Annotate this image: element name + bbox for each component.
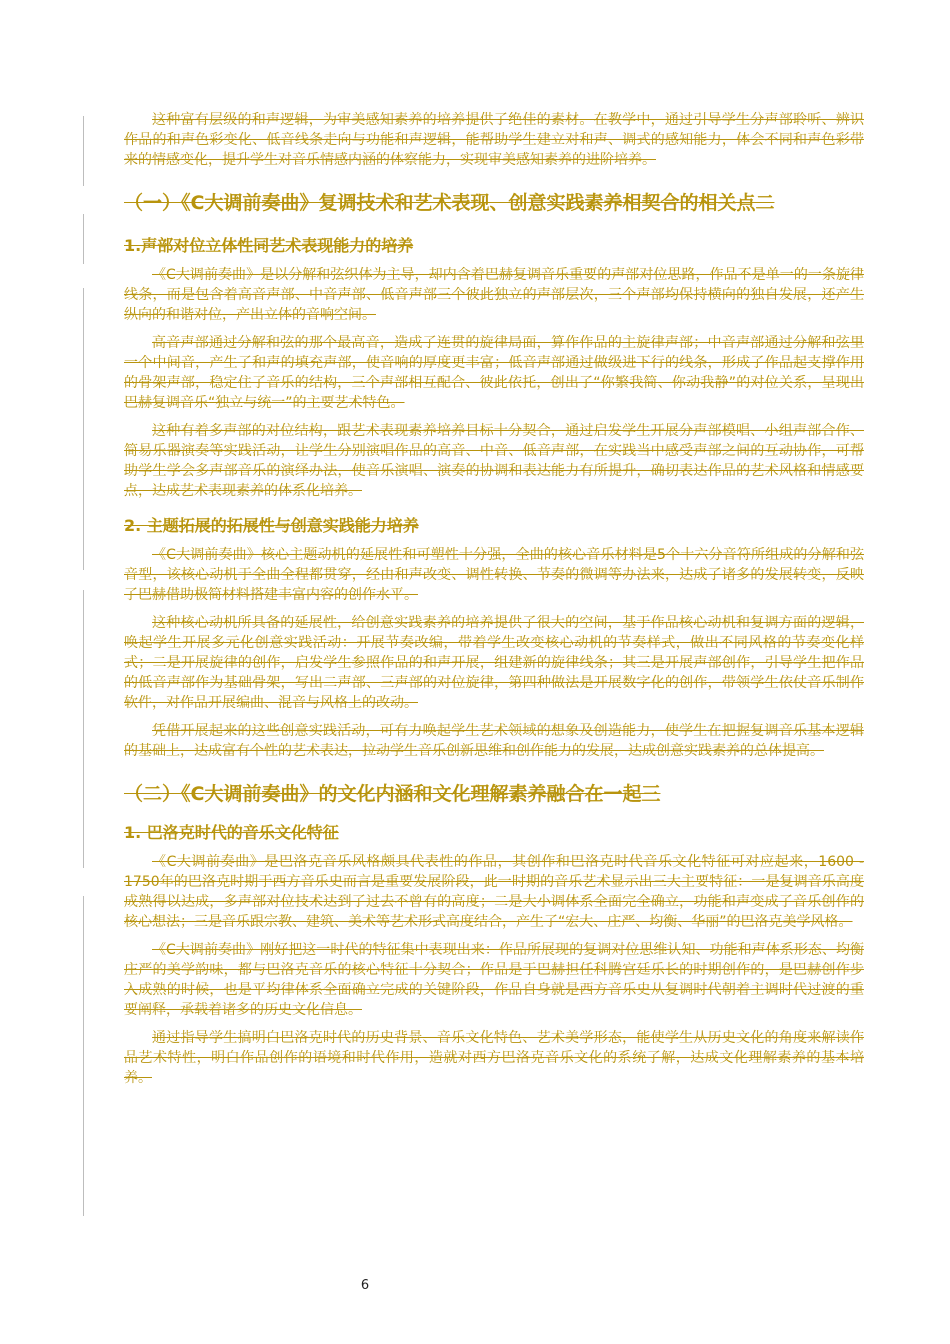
revision-bar	[83, 214, 84, 264]
paragraph: 《C大调前奏曲》是以分解和弦织体为主导，却内含着巴赫复调音乐重要的声部对位思路，作品不是单一的一条旋律线条，而是包含着高音声部、中音声部、低音声部三个彼此独立的声部层次，三个声部均保持横向的独自发展，还产生纵向的和谐对位，产出立体的音响空间。	[124, 267, 864, 323]
subsection-heading: 1.声部对位立体性同艺术表现能力的培养	[124, 236, 414, 255]
paragraph: 凭借开展起来的这些创意实践活动，可有力唤起学生艺术领域的想象及创造能力，使学生在把握复调音乐基本逻辑的基础上，达成富有个性的艺术表达，拉动学生音乐创新思维和创作能力的发展，达成创意实践素养的总体提高。	[124, 723, 864, 759]
paragraph: 《C大调前奏曲》核心主题动机的延展性和可塑性十分强，全曲的核心音乐材料是5个十六分音符所组成的分解和弦音型，该核心动机于全曲全程都贯穿，经由和声改变、调性转换、节奏的微调等办法来，达成了诸多的发展转变，反映了巴赫借助极简材料搭建丰富内容的创作水平。	[124, 547, 864, 603]
subsection-heading: 2. 主题拓展的拓展性与创意实践能力培养	[124, 516, 419, 535]
paragraph: 《C大调前奏曲》刚好把这一时代的特征集中表现出来：作品所展现的复调对位思维认知、功能和声体系形态、均衡庄严的美学韵味，都与巴洛克音乐的核心特征十分契合；作品是于巴赫担任科腾宫廷乐长的时期创作的，是巴赫创作步入成熟的时候，也是平均律体系全面确立完成的关键阶段，作品自身就是西方音乐史从复调时代朝着主调时代过渡的重要阐释，承载着诸多的历史文化信息。	[124, 942, 864, 1018]
revision-bar	[83, 288, 84, 570]
document-body	[124, 110, 864, 1088]
paragraph: 这种富有层级的和声逻辑，为审美感知素养的培养提供了绝佳的素材。在教学中，通过引导学生分声部聆听、辨识作品的和声色彩变化、低音线条走向与功能和声逻辑，能帮助学生建立对和声、调式的感知能力，体会不同和声色彩带来的情感变化，提升学生对音乐情感内涵的体察能力，实现审美感知素养的进阶培养。	[124, 112, 864, 168]
paragraph: 高音声部通过分解和弦的那个最高音，造成了连贯的旋律局面，算作作品的主旋律声部；中音声部通过分解和弦里一个中间音，产生了和声的填充声部，使音响的厚度更丰富；低音声部通过做级进下行的线条，形成了作品起支撑作用的骨架声部，稳定住了音乐的结构，三个声部相互配合、彼此依托，创出了“你繁我简、你动我静”的对位关系，呈现出巴赫复调音乐“独立与统一”的主要艺术特色。	[124, 335, 864, 411]
revision-bar	[83, 896, 84, 1216]
section-heading: （一）《C大调前奏曲》复调技术和艺术表现、创意实践素养相契合的相关点二	[124, 192, 775, 214]
paragraph: 通过指导学生搞明白巴洛克时代的历史背景、音乐文化特色、艺术美学形态，能使学生从历史文化的角度来解读作品艺术特性，明白作品创作的语境和时代作用，造就对西方巴洛克音乐文化的系统了解，达成文化理解素养的基本培养。	[124, 1030, 864, 1086]
paragraph: 《C大调前奏曲》是巴洛克音乐风格颇具代表性的作品，其创作和巴洛克时代音乐文化特征可对应起来，1600 - 1750年的巴洛克时期于西方音乐史而言是重要发展阶段，此一时期的音乐艺术显示出三大主要特征：一是复调音乐高度成熟得以达成，多声部对位技术达到了过去不曾有的高度；二是大小调体系全面完全确立，功能和声变成了音乐创作的核心想法；三是音乐跟宗教、建筑、美术等艺术形式高度结合，产生了“宏大、庄严、均衡、华丽”的巴洛克美学风格。	[124, 854, 864, 930]
page-number: 6	[360, 1278, 370, 1293]
paragraph: 这种有着多声部的对位结构，跟艺术表现素养培养目标十分契合，通过启发学生开展分声部模唱、小组声部合作、简易乐器演奏等实践活动，让学生分别演唱作品的高音、中音、低音声部，在实践当中感受声部之间的互动协作，可帮助学生学会多声部音乐的演绎办法，使音乐演唱、演奏的协调和表达能力有所提升，确切表达作品的艺术风格和情感要点，达成艺术表现素养的体系化培养。	[124, 423, 864, 499]
paragraph: 这种核心动机所具备的延展性，给创意实践素养的培养提供了很大的空间，基于作品核心动机和复调方面的逻辑，唤起学生开展多元化创意实践活动：开展节奏改编，带着学生改变核心动机的节奏样式，做出不同风格的节奏变化样式；二是开展旋律的创作，启发学生参照作品的和声开展，组建新的旋律线条；其三是开展声部创作，引导学生把作品的低音声部作为基础骨架，写出二声部、三声部的对位旋律，第四种做法是开展数字化的创作，带领学生依仗音乐制作软件，对作品开展编曲、混音与风格上的改动。	[124, 615, 864, 711]
revision-bar	[83, 590, 84, 868]
revision-bar	[83, 116, 84, 186]
section-heading: （二）《C大调前奏曲》的文化内涵和文化理解素养融合在一起三	[124, 783, 661, 805]
subsection-heading: 1. 巴洛克时代的音乐文化特征	[124, 823, 339, 842]
